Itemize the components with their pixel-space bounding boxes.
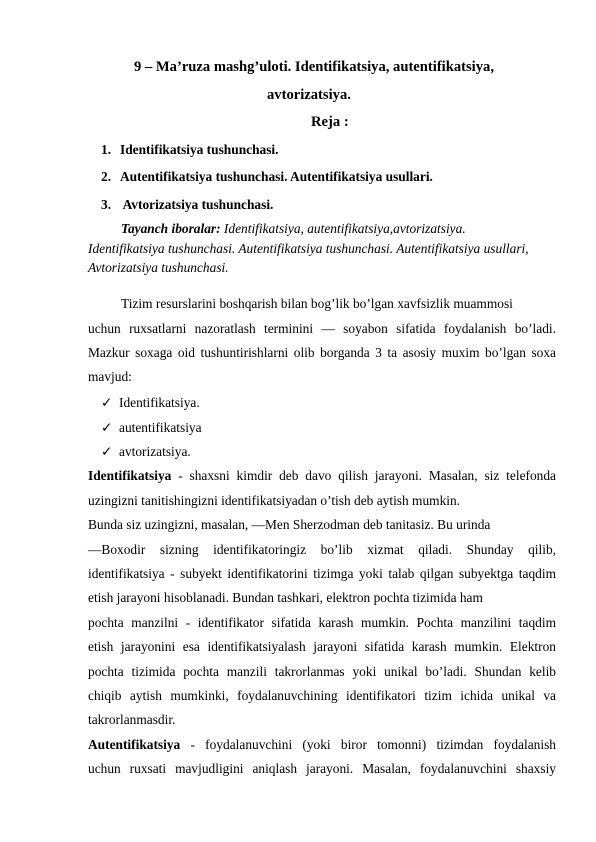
plan-item-3 (101, 197, 273, 213)
keywords-line-3: Avtorizatsiya tushunchasi. (88, 260, 229, 275)
bullet-item-2 (101, 420, 202, 436)
bullet-text: autentifikatsiya (119, 420, 202, 435)
plan-item-number: 1. (101, 142, 112, 157)
intro-line-4: mavjud: (88, 369, 132, 384)
identification-line-3: Bunda siz uzingizni, masalan, ―Men Sherzodman deb tanitasiz. Bu urinda (88, 517, 491, 532)
check-icon: ✓ (101, 420, 113, 435)
plan-item-number: 3. (101, 197, 112, 212)
keywords-line-1 (121, 221, 466, 237)
plan-item-text: Avtorizatsiya tushunchasi. (120, 197, 274, 212)
intro-line-2: uchun ruxsatlarni nazoratlash terminini ― soyabon sifatida foydalanish bo’ladi. (88, 321, 556, 336)
plan-item-1 (101, 142, 279, 158)
identification-line-9: pochta tizimida pochta manzili takrorlanmas yoki unikal bo’ladi. Shundan kelib (88, 664, 556, 679)
identification-line-5: identifikatsiya - subyekt identifikatorini tizimga yoki talab qilgan subyektga taqdim (88, 566, 556, 581)
bullet-text: Identifikatsiya. (119, 395, 200, 410)
authentication-line-1 (88, 737, 556, 753)
identification-line-4: ―Boxodir sizning identifikatoringiz bo’lib xizmat qiladi. Shunday qilib, (88, 542, 556, 557)
intro-line-1: Tizim resurslarini boshqarish bilan bog’lik bo’lgan xavfsizlik muammosi (121, 296, 513, 311)
identification-term: Identifikatsiya (88, 468, 172, 483)
identification-definition: - shaxsni kimdir deb davo qilish jarayoni. Masalan, siz telefonda (171, 468, 556, 483)
plan-item-number: 2. (101, 169, 112, 184)
check-icon: ✓ (101, 395, 113, 410)
identification-line-2: uzingizni tanitishingizni identifikatsiyadan o’tish deb aytish mumkin. (88, 493, 461, 508)
plan-heading: Reja : (311, 114, 349, 130)
title-line-2: avtorizatsiya. (267, 87, 351, 103)
authentication-term: Autentifikatsiya (88, 737, 181, 752)
bullet-text: avtorizatsiya. (119, 444, 191, 459)
identification-line-10: chiqib aytish mumkinki, foydalanuvchining identifikatori tizim ichida unikal va (88, 688, 556, 703)
intro-line-3: Mazkur soxaga oid tushuntirishlarni olib borganda 3 ta asosiy muxim bo’lgan soxa (88, 345, 556, 360)
identification-line-7: pochta manzilni - identifikator sifatida karash mumkin. Pochta manzilini taqdim (88, 615, 556, 630)
bullet-item-3 (101, 444, 191, 460)
identification-line-1 (88, 468, 556, 484)
check-icon: ✓ (101, 444, 113, 459)
plan-item-2 (101, 169, 433, 185)
keywords-label: Tayanch iboralar: (121, 221, 221, 236)
keywords-line-2: Identifikatsiya tushunchasi. Autentifikatsiya tushunchasi. Autentifikatsiya usullari, (88, 241, 529, 256)
identification-line-11: takrorlanmasdir. (88, 712, 176, 727)
title-line-1: 9 – Ma’ruza mashg’uloti. Identifikatsiya, autentifikatsiya, (134, 59, 494, 75)
plan-item-text: Identifikatsiya tushunchasi. (120, 142, 279, 157)
identification-line-6: etish jarayoni hisoblanadi. Bundan tashkari, elektron pochta tizimida ham (88, 590, 483, 605)
keywords-text: Identifikatsiya, autentifikatsiya,avtorizatsiya. (220, 221, 466, 236)
identification-line-8: etish jarayonini esa identifikatsiyalash jarayoni sifatida karash mumkin. Elektron (88, 639, 556, 654)
plan-item-text: Autentifikatsiya tushunchasi. Autentifikatsiya usullari. (120, 169, 433, 184)
bullet-item-1 (101, 395, 200, 411)
authentication-line-2: uchun ruxsati mavjudligini aniqlash jarayoni. Masalan, foydalanuvchini shaxsiy (88, 761, 556, 776)
authentication-definition: - foydalanuvchini (yoki biror tomonni) tizimdan foydalanish (180, 737, 556, 752)
